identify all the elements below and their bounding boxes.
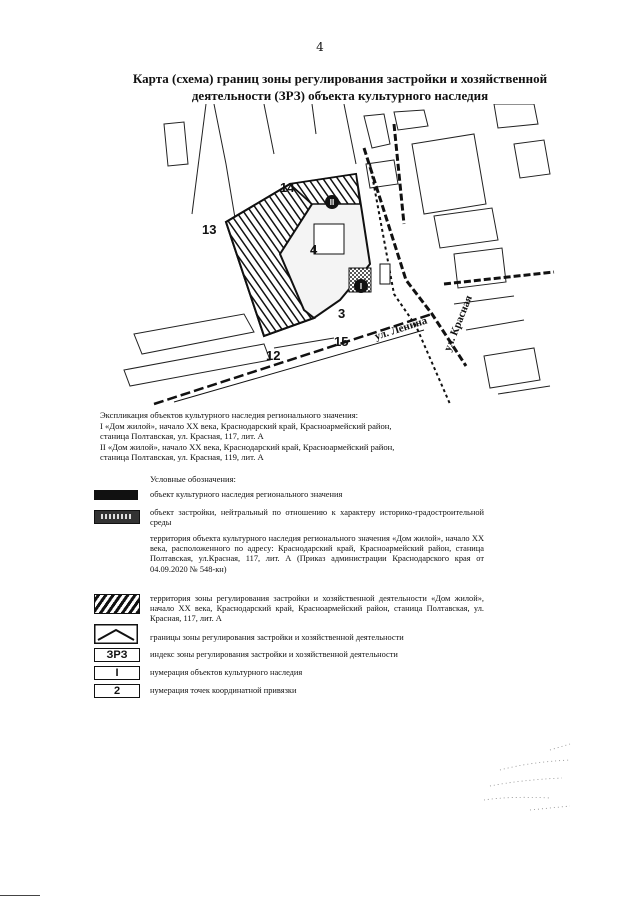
legend-object-number-symbol: I <box>94 666 140 680</box>
legend-zone-index-text: индекс зоны регулирования застройки и хозяйственной деятельности <box>150 650 398 659</box>
map-title <box>90 70 590 104</box>
explication-line: I «Дом жилой», начало XX века, Краснодарский край, Красноармейский район, <box>100 420 392 431</box>
point-label-13: 13 <box>202 222 217 237</box>
explication <box>100 410 500 463</box>
legend-zone-territory-swatch <box>94 594 140 614</box>
point-label-4: 4 <box>310 242 318 257</box>
legend-neutral-building-text: объект застройки, нейтральный по отношению к характеру историко-градостроительной среды <box>150 508 484 528</box>
legend-heritage-object-swatch <box>94 490 138 500</box>
point-label-12: 12 <box>266 348 281 363</box>
zone-map <box>94 104 560 410</box>
legend-zone-index-symbol: ЗРЗ <box>94 648 140 662</box>
map-title-line-1: Карта (схема) границ зоны регулирования застройки и хозяйственной <box>132 71 548 86</box>
point-label-15: 15 <box>334 334 349 349</box>
legend-title: Условные обозначения: <box>150 474 236 484</box>
explication-line: станица Полтавская, ул. Красная, 117, лит. А <box>100 431 264 442</box>
legend-zone-territory-text: территория зоны регулирования застройки и хозяйственной деятельности «Дом жилой», начало XX века, Краснодарский край, Красноармейский район, станица Полтавская, ул. Красная, 117, лит. А <box>150 594 484 624</box>
point-label-3: 3 <box>338 306 346 321</box>
legend-object-number-text: нумерация объектов культурного наследия <box>150 668 303 677</box>
object-label-II: II <box>329 198 335 207</box>
legend-heritage-object-text: объект культурного наследия регионального значения <box>150 490 343 499</box>
object-label-I: I <box>359 282 363 291</box>
point-label-14: 14 <box>280 180 295 195</box>
explication-line: II «Дом жилой», начало XX века, Краснодарский край, Красноармейский район, <box>100 441 395 452</box>
legend-object-territory-text: территория объекта культурного наследия регионального значения «Дом жилой», начало XX века, расположенного по адресу: Краснодарский край, Красноармейский район, станица Полтавская, ул.Красная, 117, лит. А (Приказ администрации Краснодарского края от 04.09.2020 № 548-кн) <box>150 534 484 574</box>
street-label-krasnaya: ул. Красная <box>441 293 475 354</box>
explication-line: станица Полтавская, ул. Красная, 119, лит. А <box>100 452 264 463</box>
legend-neutral-building-swatch <box>94 510 140 524</box>
legend-point-number-symbol: 2 <box>94 684 140 698</box>
signature-mark <box>470 740 590 830</box>
map-title-line-2: деятельности (ЗРЗ) объекта культурного наследия <box>191 88 489 103</box>
corner-line <box>0 895 40 896</box>
street-label-lenina: ул. Ленина <box>373 314 429 343</box>
legend-zone-boundary-text: границы зоны регулирования застройки и хозяйственной деятельности <box>150 633 404 642</box>
explication-heading: Экспликация объектов культурного наследия регионального значения: <box>100 410 359 420</box>
legend-zone-boundary-swatch <box>94 624 138 644</box>
page-number: 4 <box>316 40 324 54</box>
legend-point-number-text: нумерация точек координатной привязки <box>150 686 297 695</box>
